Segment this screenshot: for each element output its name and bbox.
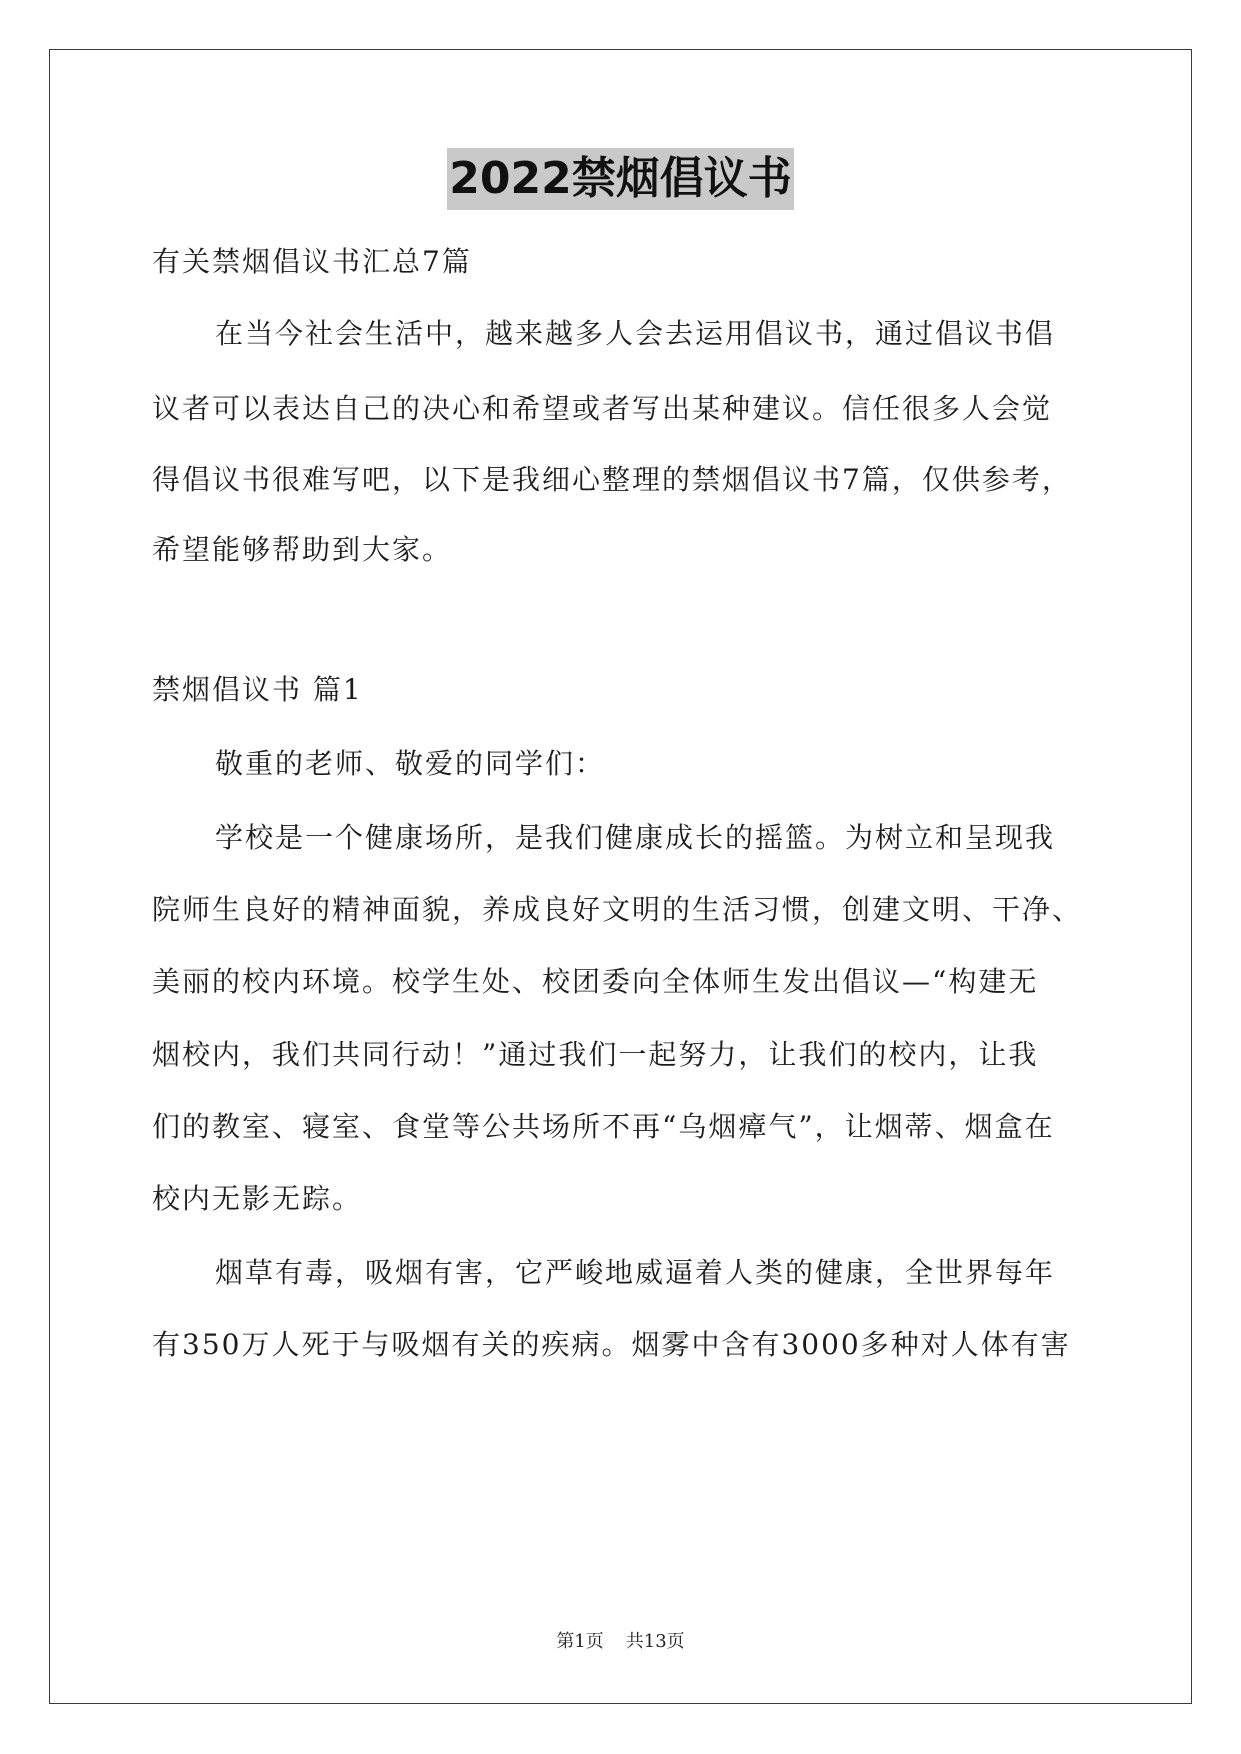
intro-line: 在当今社会生活中，越来越多人会去运用倡议书，通过倡议书倡 <box>215 317 1056 350</box>
paragraph-line: 美丽的校内环境。校学生处、校团委向全体师生发出倡议—“构建无 <box>152 965 1039 998</box>
paragraph-line: 烟草有毒，吸烟有害，它严峻地威逼着人类的健康，全世界每年 <box>215 1256 1056 1289</box>
document-title: 2022禁烟倡议书 <box>447 148 793 210</box>
paragraph-line: 校内无影无踪。 <box>152 1182 363 1215</box>
paragraph-line: 有350万人死于与吸烟有关的疾病。烟雾中含有3000多种对人体有害 <box>152 1328 1071 1361</box>
page-number-current: 第1页 <box>556 1631 604 1652</box>
page-footer <box>0 1630 1241 1654</box>
section-heading: 禁烟倡议书 篇1 <box>152 673 363 706</box>
intro-line: 得倡议书很难写吧，以下是我细心整理的禁烟倡议书7篇，仅供参考， <box>152 463 1072 496</box>
intro-line: 议者可以表达自己的决心和希望或者写出某种建议。信任很多人会觉 <box>152 392 1053 425</box>
page-number-total: 共13页 <box>625 1631 685 1652</box>
paragraph-line: 烟校内，我们共同行动！”通过我们一起努力，让我们的校内，让我 <box>152 1038 1039 1071</box>
paragraph-line: 学校是一个健康场所，是我们健康成长的摇篮。为树立和呈现我 <box>215 821 1056 854</box>
page-border <box>49 49 1192 1704</box>
title-container <box>0 148 1241 210</box>
document-subtitle: 有关禁烟倡议书汇总7篇 <box>152 245 472 278</box>
intro-line: 希望能够帮助到大家。 <box>152 533 453 566</box>
paragraph-line: 院师生良好的精神面貌，养成良好文明的生活习惯，创建文明、干净、 <box>152 893 1083 926</box>
salutation: 敬重的老师、敬爱的同学们： <box>215 747 606 780</box>
paragraph-line: 们的教室、寝室、食堂等公共场所不再“乌烟瘴气”，让烟蒂、烟盒在 <box>152 1110 1055 1143</box>
